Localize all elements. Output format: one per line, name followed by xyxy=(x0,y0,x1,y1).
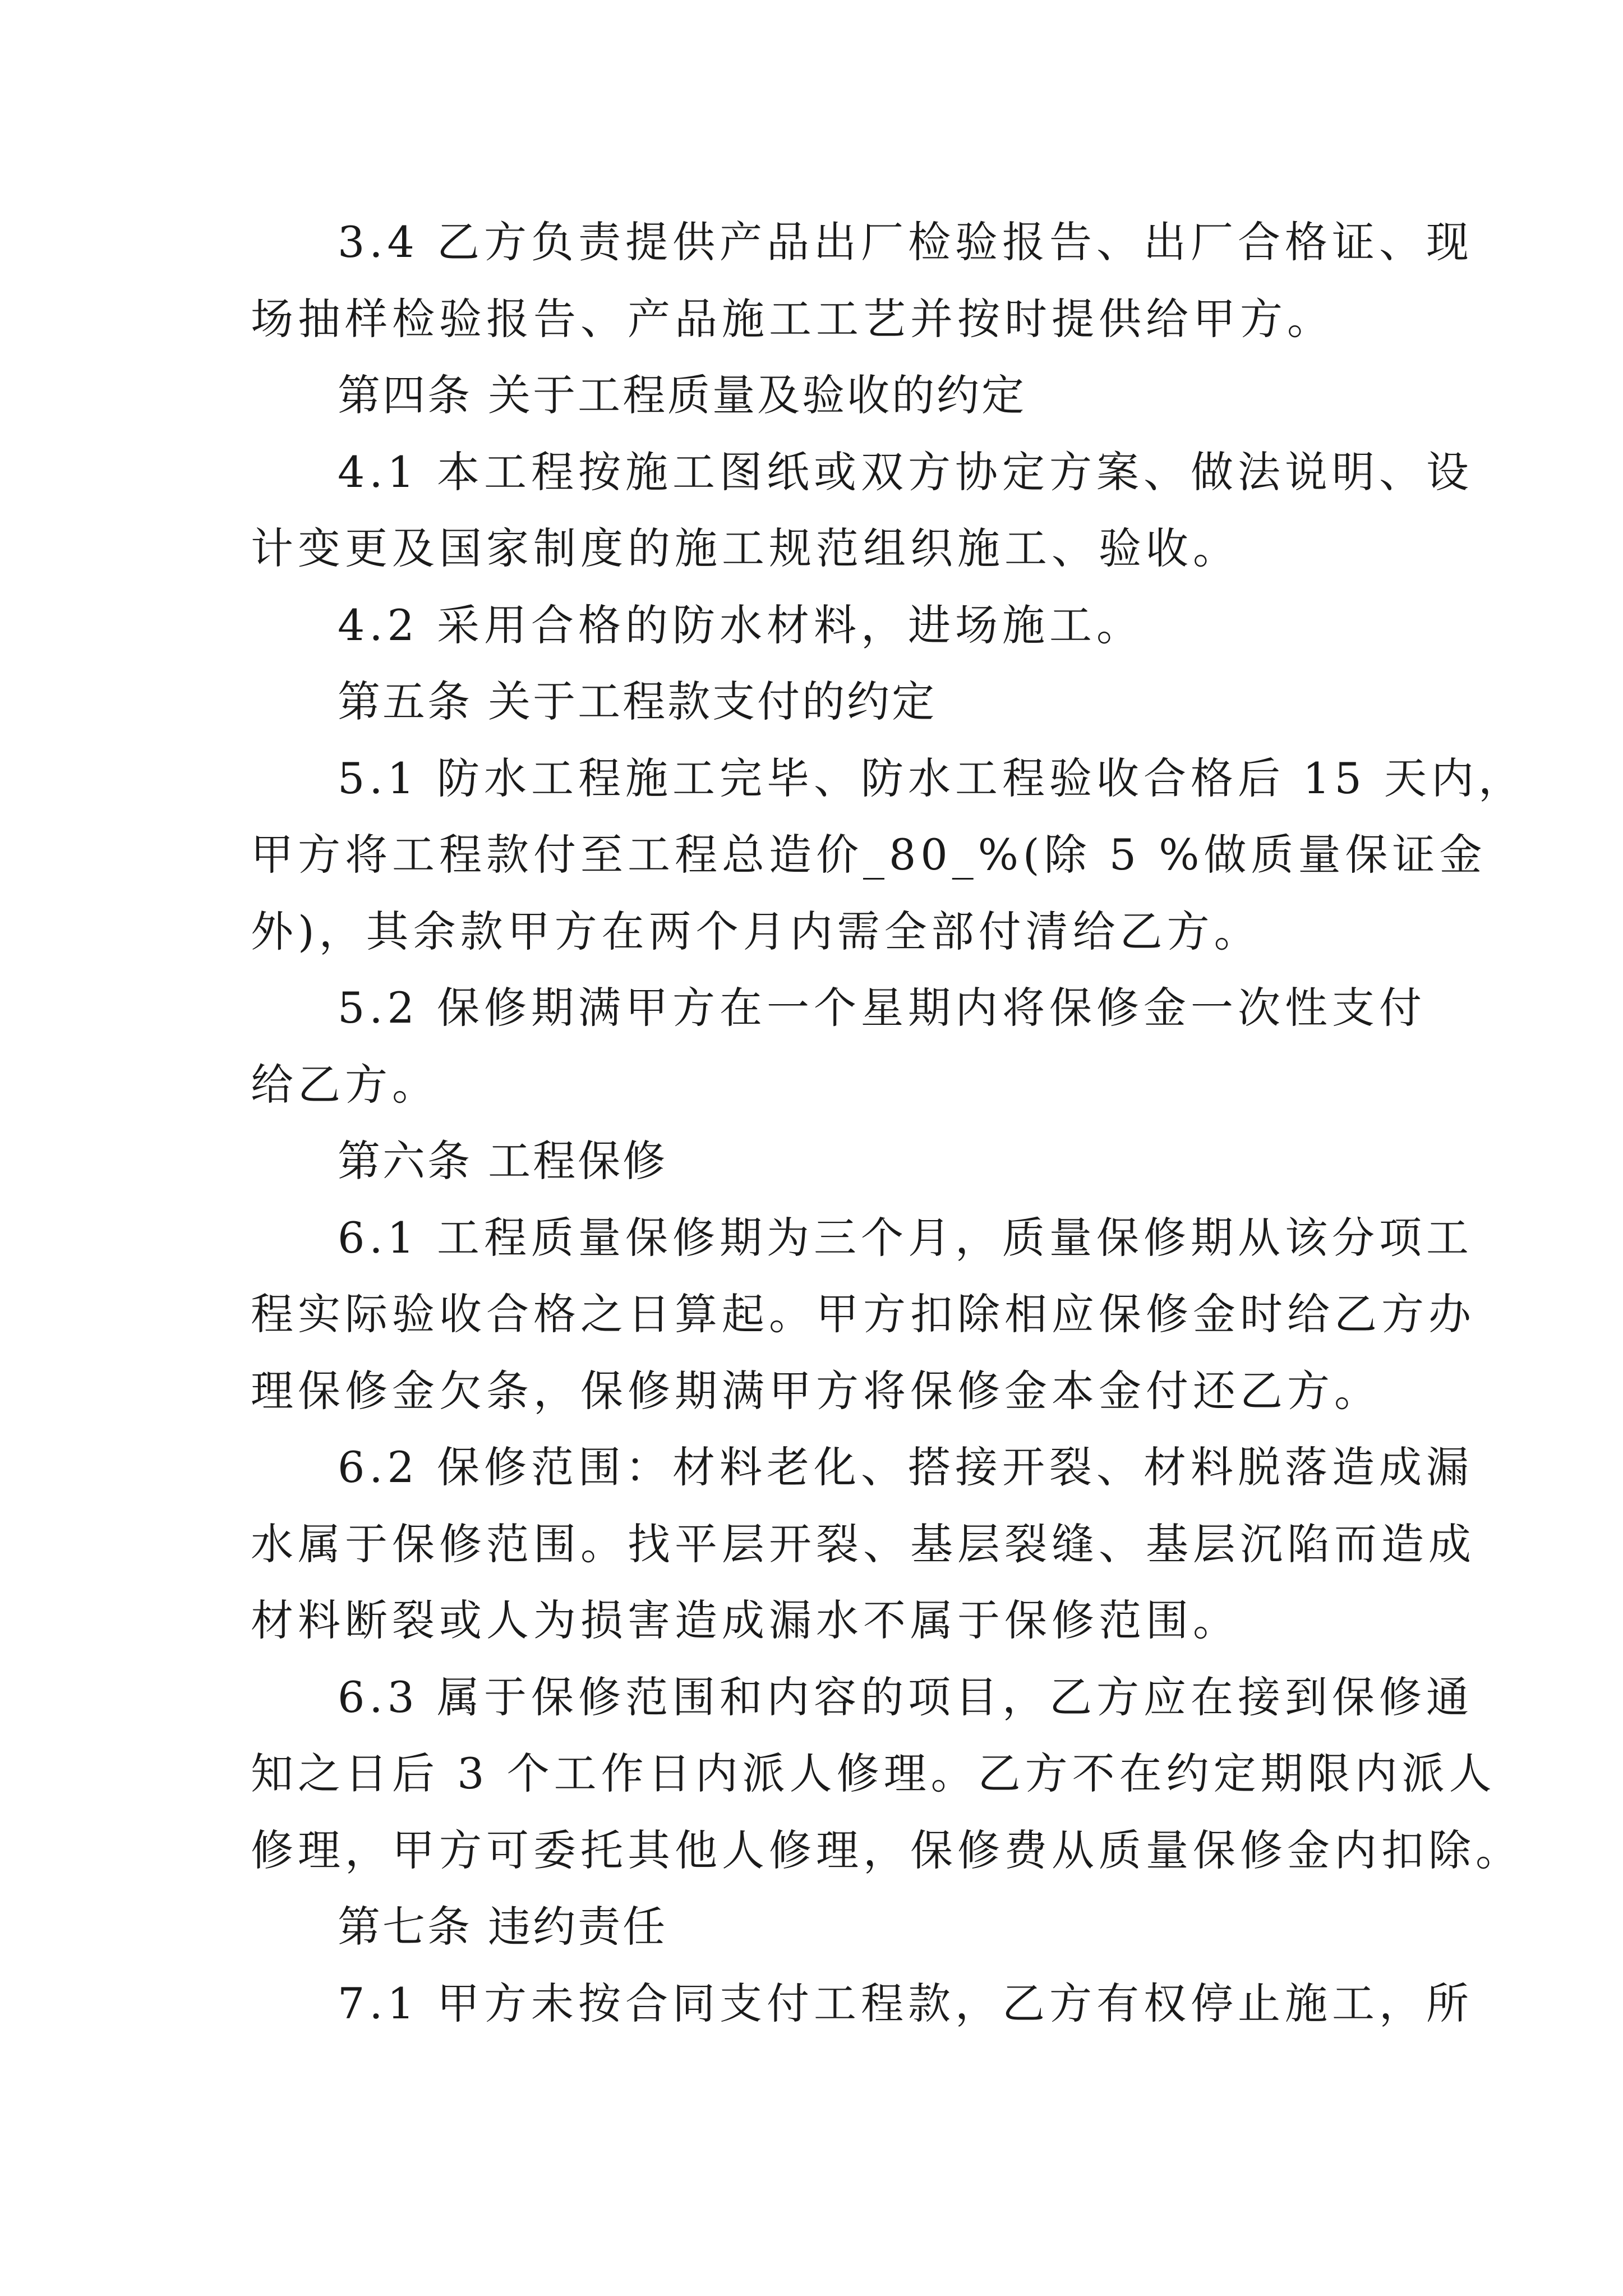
clause-3-4-line-1: 3.4 乙方负责提供产品出厂检验报告、出厂合格证、现 xyxy=(338,217,1474,267)
clause-5-1-line-2: 甲方将工程款付至工程总造价_80_%(除 5 %做质量保证金 xyxy=(251,830,1487,880)
clause-6-2-line-2: 水属于保修范围。找平层开裂、基层裂缝、基层沉陷而造成 xyxy=(251,1519,1476,1569)
clause-6-2-line-1: 6.2 保修范围：材料老化、搭接开裂、材料脱落造成漏 xyxy=(338,1442,1474,1492)
article-7-heading: 第七条 违约责任 xyxy=(338,1902,668,1952)
clause-6-3-line-1: 6.3 属于保修范围和内容的项目，乙方应在接到保修通 xyxy=(338,1672,1474,1722)
clause-6-3-line-2: 知之日后 3 个工作日内派人修理。乙方不在约定期限内派人 xyxy=(251,1749,1496,1798)
clause-5-2-line-1: 5.2 保修期满甲方在一个星期内将保修金一次性支付 xyxy=(338,983,1427,1033)
article-5-heading: 第五条 关于工程款支付的约定 xyxy=(338,677,937,726)
clause-4-1-line-2: 计变更及国家制度的施工规范组织施工、验收。 xyxy=(251,523,1240,573)
clause-4-2-line-1: 4.2 采用合格的防水材料，进场施工。 xyxy=(338,600,1144,650)
clause-7-1-line-1: 7.1 甲方未按合同支付工程款，乙方有权停止施工，所 xyxy=(338,1978,1474,2028)
clause-6-2-line-3: 材料断裂或人为损害造成漏水不属于保修范围。 xyxy=(251,1595,1240,1645)
clause-6-3-line-3: 修理，甲方可委托其他人修理，保修费从质量保修金内扣除。 xyxy=(251,1825,1523,1875)
clause-4-1-line-1: 4.1 本工程按施工图纸或双方协定方案、做法说明、设 xyxy=(338,447,1474,497)
clause-6-1-line-3: 理保修金欠条，保修期满甲方将保修金本金付还乙方。 xyxy=(251,1366,1381,1416)
article-6-heading: 第六条 工程保修 xyxy=(338,1136,668,1186)
clause-6-1-line-1: 6.1 工程质量保修期为三个月，质量保修期从该分项工 xyxy=(338,1213,1474,1263)
article-4-heading: 第四条 关于工程质量及验收的约定 xyxy=(338,370,1027,420)
clause-5-1-line-3: 外)，其余款甲方在两个月内需全部付清给乙方。 xyxy=(251,907,1261,956)
clause-3-4-line-2: 场抽样检验报告、产品施工工艺并按时提供给甲方。 xyxy=(251,294,1334,344)
clause-5-1-line-1: 5.1 防水工程施工完毕、防水工程验收合格后 15 天内， xyxy=(338,753,1526,803)
clause-6-1-line-2: 程实际验收合格之日算起。甲方扣除相应保修金时给乙方办 xyxy=(251,1289,1476,1339)
clause-5-2-line-2: 给乙方。 xyxy=(251,1060,439,1110)
